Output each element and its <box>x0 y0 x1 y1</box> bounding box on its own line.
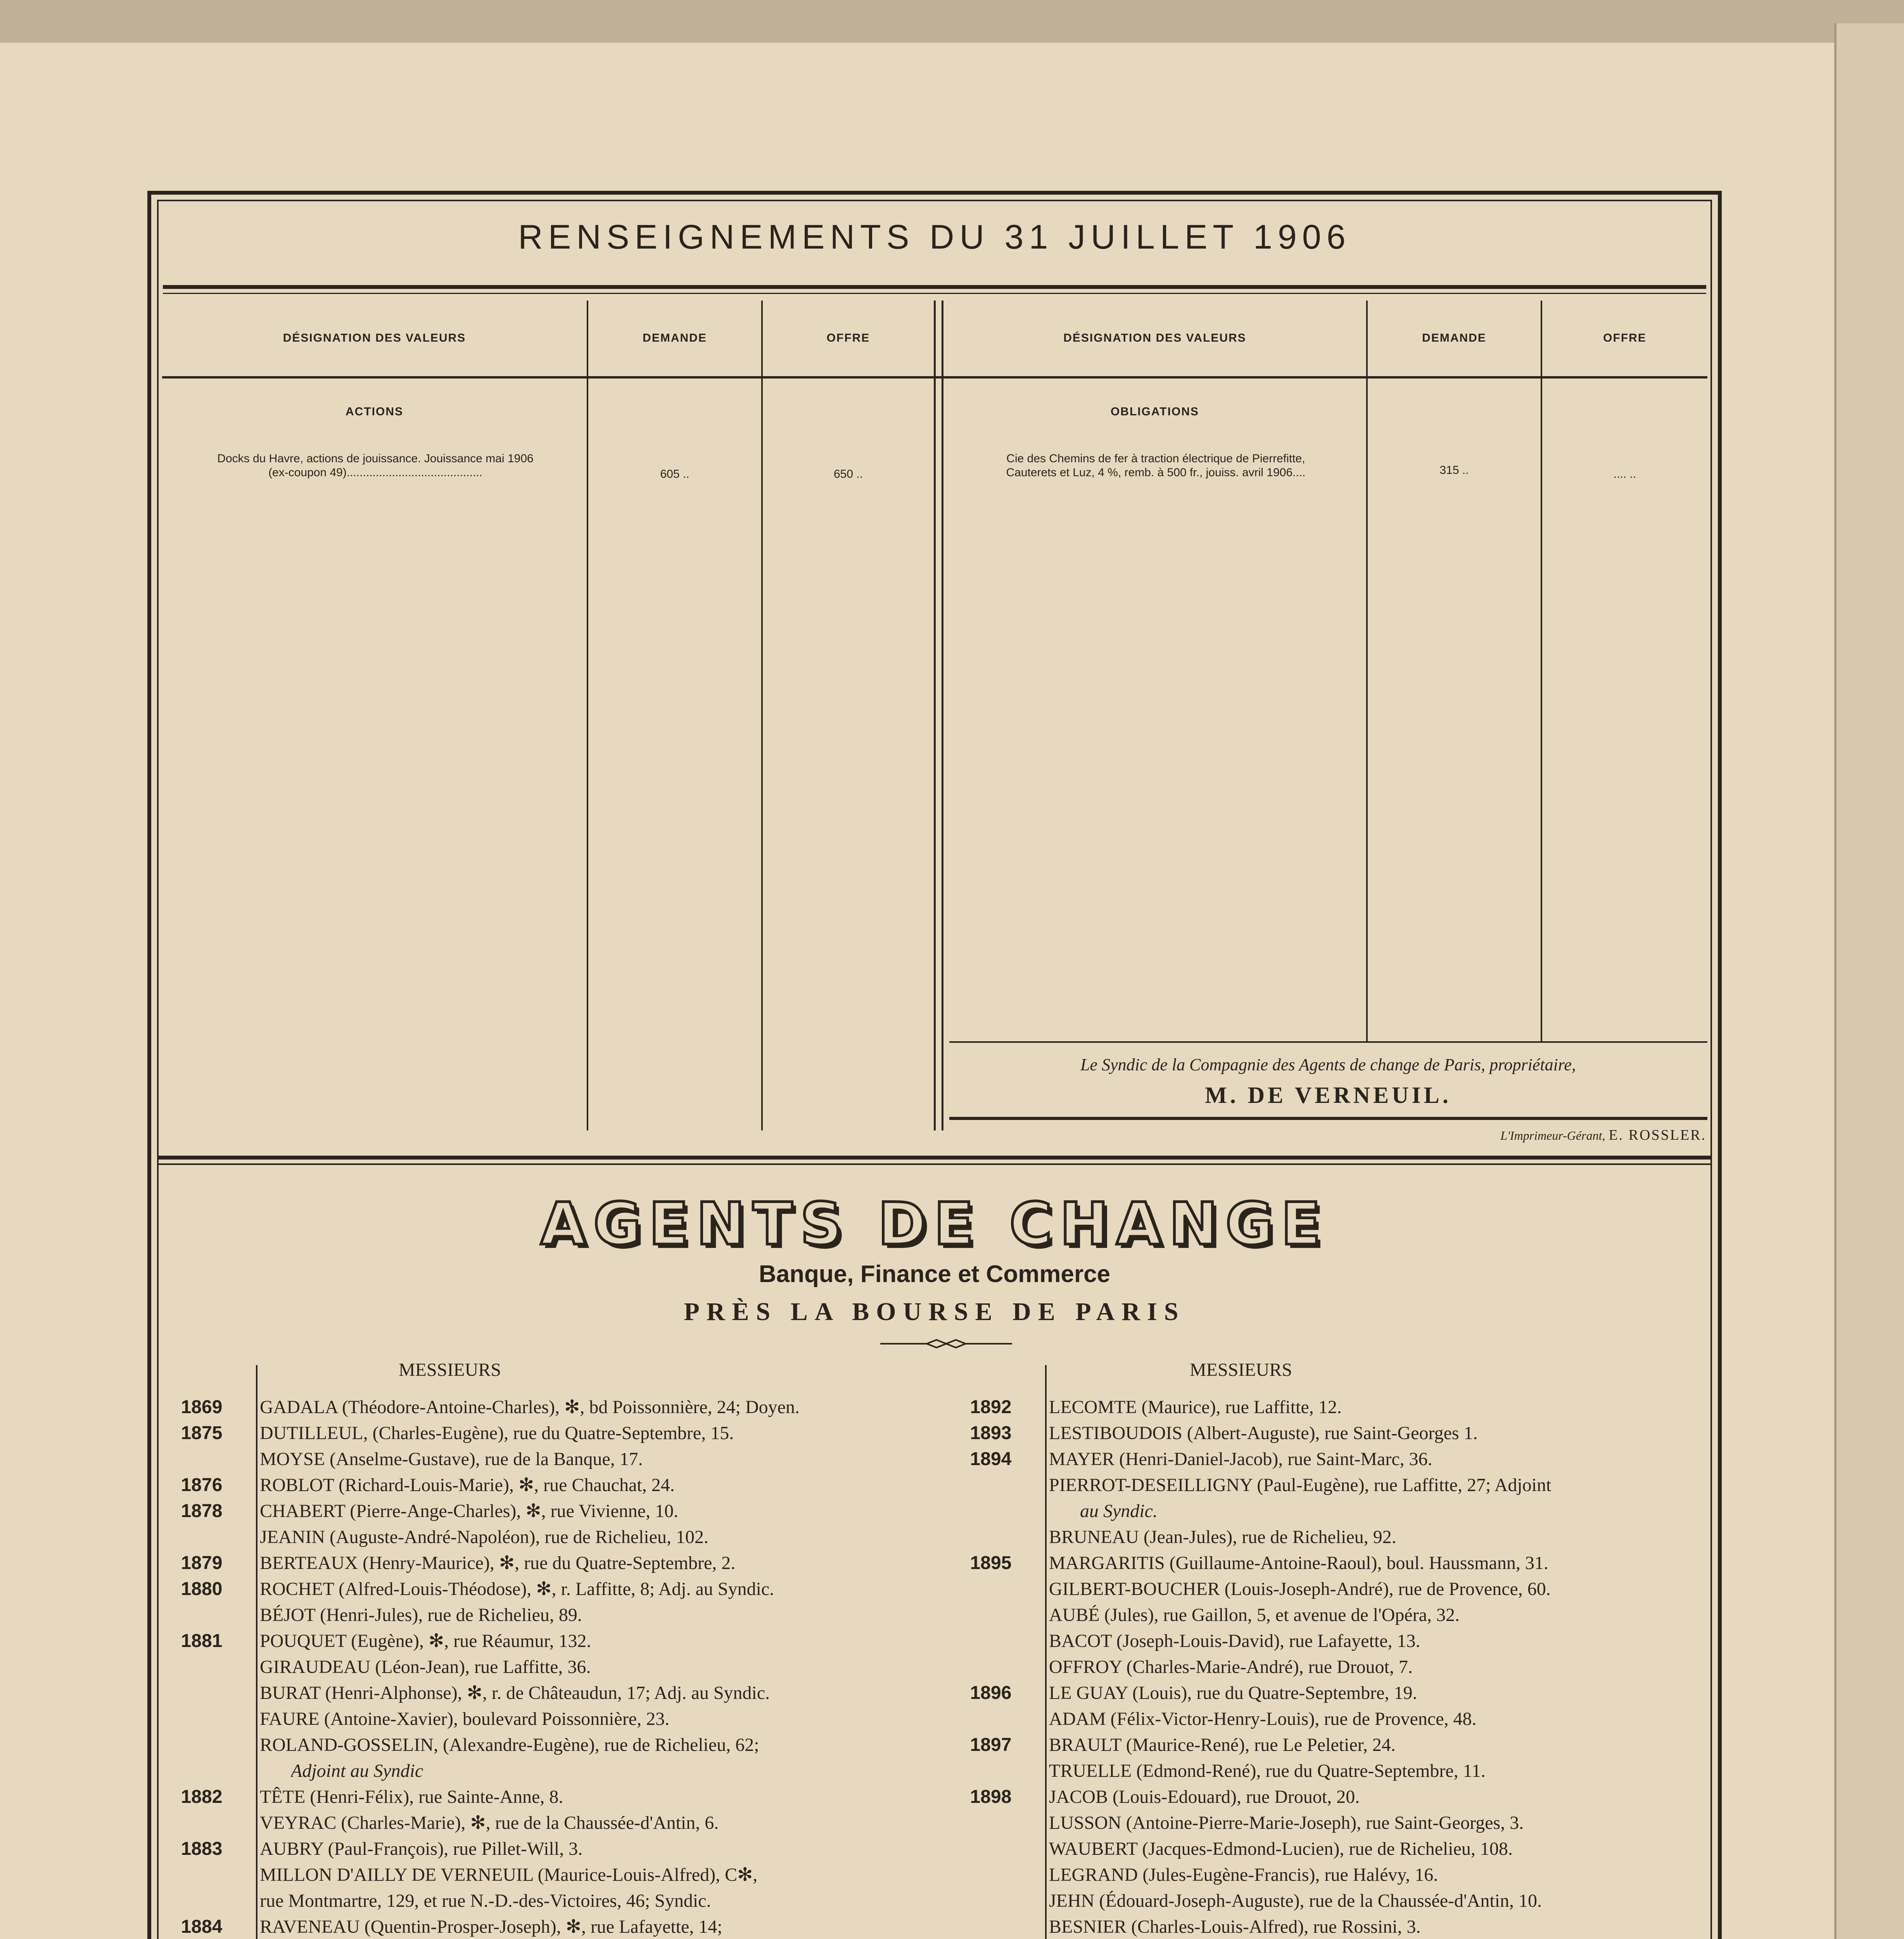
agent-entry <box>952 1550 1708 1576</box>
agent-name-address: OFFROY (Charles-Marie-André), rue Drouot, 7. <box>1049 1657 1413 1677</box>
agent-name-address: GILBERT-BOUCHER (Louis-Joseph-André), rue de Provence, 60. <box>1049 1579 1551 1599</box>
agent-name-address: DUTILLEUL, (Charles-Eugène), rue du Quatre-Septembre, 15. <box>260 1423 734 1443</box>
left-row-demande: 605 .. <box>660 468 689 480</box>
agent-entry <box>163 1914 1041 1939</box>
messieurs-right: MESSIEURS <box>1189 1360 1292 1380</box>
agent-name-address: LESTIBOUDOIS (Albert-Auguste), rue Saint-Georges 1. <box>1049 1423 1478 1443</box>
agent-entry <box>952 1680 1708 1706</box>
agent-year: 1876 <box>181 1475 223 1495</box>
agent-entry <box>952 1420 1708 1446</box>
agent-entry <box>952 1836 1708 1862</box>
agent-entry <box>952 1914 1708 1939</box>
agent-name-address: BACOT (Joseph-Louis-David), rue Lafayette, 13. <box>1049 1631 1420 1651</box>
agent-name-address: PIERROT-DESEILLIGNY (Paul-Eugène), rue Laffitte, 27; Adjoint <box>1049 1475 1552 1495</box>
agent-year: 1882 <box>181 1787 223 1807</box>
agent-year: 1879 <box>181 1553 223 1573</box>
agent-entry <box>163 1602 1041 1628</box>
quotes-table <box>162 301 1707 1130</box>
agent-name-address: MARGARITIS (Guillaume-Antoine-Raoul), boul. Haussmann, 31. <box>1049 1553 1548 1573</box>
col-header-demande-left: DEMANDE <box>643 332 707 344</box>
agent-name-address: LEGRAND (Jules-Eugène-Francis), rue Halévy, 16. <box>1049 1865 1438 1885</box>
agent-year: 1893 <box>970 1423 1012 1443</box>
agent-entry <box>952 1732 1708 1758</box>
agent-entry <box>952 1862 1708 1888</box>
agent-entry <box>163 1576 1041 1602</box>
agent-name-address: CHABERT (Pierre-Ange-Charles), ✻, rue Vivienne, 10. <box>260 1501 679 1521</box>
agent-entry <box>952 1784 1708 1810</box>
agent-name-address: Adjoint au Syndic <box>291 1761 423 1781</box>
agent-year: 1875 <box>181 1423 223 1443</box>
agent-name-address: BÉJOT (Henri-Jules), rue de Richelieu, 89. <box>260 1605 582 1625</box>
agent-entry <box>163 1524 1041 1550</box>
agent-name-address: BRAULT (Maurice-René), rue Le Peletier, 24. <box>1049 1735 1396 1755</box>
agent-entry <box>163 1888 1041 1914</box>
agent-name-address: au Syndic. <box>1080 1501 1158 1521</box>
agent-entry <box>952 1654 1708 1680</box>
scan-top-edge <box>0 0 1904 43</box>
agent-name-address: ADAM (Félix-Victor-Henry-Louis), rue de Provence, 48. <box>1049 1709 1477 1729</box>
imprimeur-name: E. ROSSLER. <box>1609 1127 1706 1143</box>
agent-entry <box>952 1472 1708 1498</box>
agent-entry <box>163 1394 1041 1420</box>
agent-year: 1896 <box>970 1683 1012 1703</box>
agent-entry <box>952 1394 1708 1420</box>
agent-name-address: AUBRY (Paul-François), rue Pillet-Will, 3. <box>260 1839 583 1859</box>
section-divider <box>157 1156 1712 1160</box>
agent-year: 1878 <box>181 1501 223 1521</box>
col-header-offre-right: OFFRE <box>1603 332 1647 344</box>
agent-name-address: JEANIN (Auguste-André-Napoléon), rue de Richelieu, 102. <box>260 1527 708 1547</box>
agent-year: 1881 <box>181 1631 223 1651</box>
right-row-designation: Cie des Chemins de fer à traction électrique de Pierrefitte, Cauterets et Luz, 4 %, remb. à 500 fr., jouiss. avril 1906.... <box>1006 452 1306 479</box>
agent-name-address: TÊTE (Henri-Félix), rue Sainte-Anne, 8. <box>260 1787 563 1807</box>
agent-name-address: ROBLOT (Richard-Louis-Marie), ✻, rue Chauchat, 24. <box>260 1475 675 1495</box>
agent-entry <box>163 1810 1041 1836</box>
agent-name-address: POUQUET (Eugène), ✻, rue Réaumur, 132. <box>260 1631 591 1651</box>
col-header-designation-right: DÉSIGNATION DES VALEURS <box>1063 332 1246 344</box>
agents-subtitle: Banque, Finance et Commerce <box>758 1261 1111 1287</box>
agent-name-address: RAVENEAU (Quentin-Prosper-Joseph), ✻, rue Lafayette, 14; <box>260 1917 722 1937</box>
agent-name-address: BERTEAUX (Henry-Maurice), ✻, rue du Quatre-Septembre, 2. <box>260 1553 736 1573</box>
agent-entry <box>952 1758 1708 1784</box>
agent-entry <box>952 1446 1708 1472</box>
agent-name-address: ROCHET (Alfred-Louis-Théodose), ✻, r. Laffitte, 8; Adj. au Syndic. <box>260 1579 774 1599</box>
col-header-demande-right: DEMANDE <box>1422 332 1486 344</box>
agent-year: 1898 <box>970 1787 1012 1807</box>
agent-entry <box>163 1680 1041 1706</box>
agent-name-address: ROLAND-GOSSELIN, (Alexandre-Eugène), rue de Richelieu, 62; <box>260 1735 759 1755</box>
agent-name-address: BESNIER (Charles-Louis-Alfred), rue Rossini, 3. <box>1049 1917 1421 1937</box>
agent-year: 1892 <box>970 1397 1012 1417</box>
agent-year: 1894 <box>970 1449 1012 1469</box>
agent-entry <box>163 1472 1041 1498</box>
agent-entry <box>163 1706 1041 1732</box>
right-row-demande: 315 .. <box>1439 464 1469 477</box>
agent-year: 1880 <box>181 1579 223 1599</box>
agent-name-address: FAURE (Antoine-Xavier), boulevard Poissonnière, 23. <box>260 1709 670 1729</box>
agent-year: 1869 <box>181 1397 223 1417</box>
agent-name-address: rue Montmartre, 129, et rue N.-D.-des-Victoires, 46; Syndic. <box>260 1891 711 1911</box>
agent-name-address: MILLON D'AILLY DE VERNEUIL (Maurice-Louis-Alfred), C✻, <box>260 1865 758 1885</box>
agents-title: AGENTS DE CHANGE <box>541 1191 1329 1258</box>
agent-name-address: VEYRAC (Charles-Marie), ✻, rue de la Chaussée-d'Antin, 6. <box>260 1813 719 1833</box>
section-obligations: OBLIGATIONS <box>1110 405 1199 418</box>
agent-name-address: MAYER (Henri-Daniel-Jacob), rue Saint-Marc, 36. <box>1049 1449 1432 1469</box>
agent-name-address: BRUNEAU (Jean-Jules), rue de Richelieu, 92. <box>1049 1527 1396 1547</box>
right-row-offre: .... .. <box>1613 468 1636 480</box>
agent-name-address: TRUELLE (Edmond-René), rue du Quatre-Septembre, 11. <box>1049 1761 1486 1781</box>
agent-entry <box>163 1498 1041 1524</box>
col-header-designation-left: DÉSIGNATION DES VALEURS <box>283 332 466 344</box>
agent-name-address: MOYSE (Anselme-Gustave), rue de la Banque, 17. <box>260 1449 643 1469</box>
agent-entry <box>163 1654 1041 1680</box>
agent-entry <box>163 1862 1041 1888</box>
agent-entry <box>163 1550 1041 1576</box>
imprimeur-label: L'Imprimeur-Gérant, <box>1500 1128 1605 1142</box>
agent-name-address: JACOB (Louis-Edouard), rue Drouot, 20. <box>1049 1787 1360 1807</box>
agent-year: 1897 <box>970 1735 1012 1755</box>
agent-name-address: WAUBERT (Jacques-Edmond-Lucien), rue de Richelieu, 108. <box>1049 1839 1513 1859</box>
title-rule-thin <box>163 293 1706 294</box>
agent-entry <box>163 1758 1041 1784</box>
left-row-offre: 650 .. <box>833 468 863 480</box>
agents-list-right <box>952 1394 1708 1939</box>
agent-name-address: GIRAUDEAU (Léon-Jean), rue Laffitte, 36. <box>260 1657 591 1677</box>
syndic-line: Le Syndic de la Compagnie des Agents de change de Paris, propriétaire, <box>1080 1055 1576 1074</box>
agent-entry <box>163 1628 1041 1654</box>
agents-list-left <box>163 1394 1041 1939</box>
agent-name-address: LE GUAY (Louis), rue du Quatre-Septembre, 19. <box>1049 1683 1417 1703</box>
agent-entry <box>952 1628 1708 1654</box>
agent-year: 1895 <box>970 1553 1012 1573</box>
title-rule <box>163 285 1706 289</box>
left-row-designation: Docks du Havre, actions de jouissance. Jouissance mai 1906 (ex-coupon 49).......................................... <box>217 452 534 479</box>
agent-entry <box>952 1888 1708 1914</box>
agent-name-address: LECOMTE (Maurice), rue Laffitte, 12. <box>1049 1397 1342 1417</box>
agent-name-address: AUBÉ (Jules), rue Gaillon, 5, et avenue de l'Opéra, 32. <box>1049 1605 1460 1625</box>
agent-entry <box>952 1602 1708 1628</box>
syndic-name: M. DE VERNEUIL. <box>1205 1082 1451 1108</box>
agent-entry <box>952 1706 1708 1732</box>
agent-year: 1883 <box>181 1839 223 1859</box>
imprimeur <box>950 1127 1706 1144</box>
agent-year: 1884 <box>181 1917 223 1937</box>
agent-entry <box>163 1836 1041 1862</box>
section-actions: ACTIONS <box>346 405 403 418</box>
agent-entry <box>952 1498 1708 1524</box>
ornament-rule <box>880 1338 1012 1350</box>
agent-entry <box>952 1810 1708 1836</box>
agent-name-address: LUSSON (Antoine-Pierre-Marie-Joseph), rue Saint-Georges, 3. <box>1049 1813 1524 1833</box>
agent-name-address: BURAT (Henri-Alphonse), ✻, r. de Châteaudun, 17; Adj. au Syndic. <box>260 1683 770 1703</box>
agents-subtitle-bourse: PRÈS LA BOURSE DE PARIS <box>684 1298 1185 1326</box>
agent-entry <box>163 1446 1041 1472</box>
agent-name-address: GADALA (Théodore-Antoine-Charles), ✻, bd Poissonnière, 24; Doyen. <box>260 1397 800 1417</box>
col-header-offre-left: OFFRE <box>826 332 870 344</box>
page-title: RENSEIGNEMENTS DU 31 JUILLET 1906 <box>518 218 1351 256</box>
agent-entry <box>163 1420 1041 1446</box>
agent-entry <box>163 1784 1041 1810</box>
agent-entry <box>163 1732 1041 1758</box>
scan-right-edge <box>1834 23 1904 1939</box>
messieurs-left: MESSIEURS <box>398 1360 501 1380</box>
agent-entry <box>952 1524 1708 1550</box>
agent-name-address: JEHN (Édouard-Joseph-Auguste), rue de la Chaussée-d'Antin, 10. <box>1049 1891 1542 1911</box>
agent-entry <box>952 1576 1708 1602</box>
